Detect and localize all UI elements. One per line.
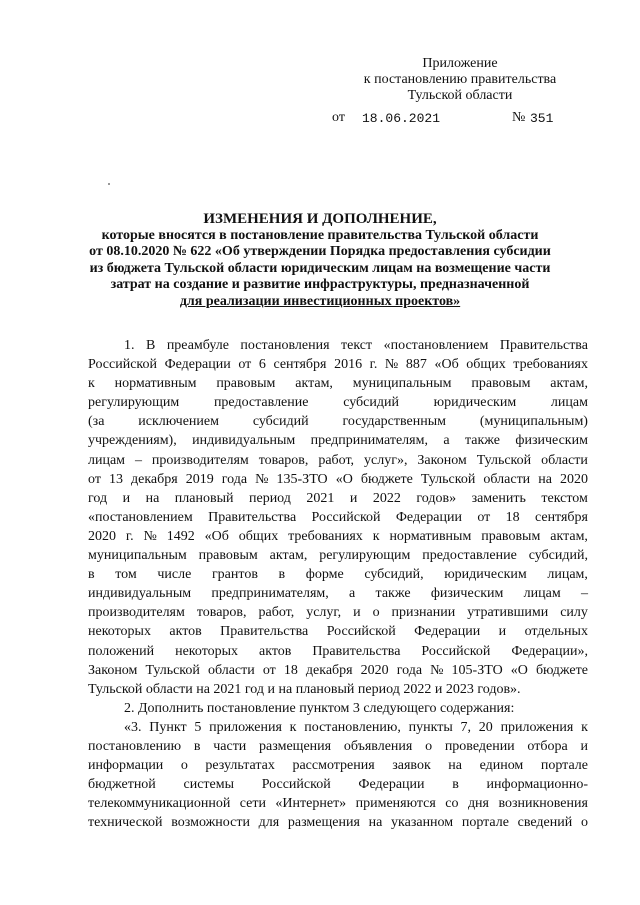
body-word: 2. Дополнить постановление пунктом 3 следующего содержания: [124, 700, 515, 716]
body-line [88, 622, 588, 641]
body-word: 2020 [88, 528, 116, 544]
body-word: предоставление [422, 548, 517, 564]
body-word: Правительства [220, 624, 309, 640]
body-word: приложения [209, 719, 282, 735]
body-word: от [262, 662, 276, 678]
body-word: и [122, 490, 131, 506]
body-word: портале [461, 815, 509, 831]
body-word: требованиях [513, 357, 588, 373]
body-line [88, 412, 588, 431]
body-word: юридическим [433, 395, 517, 411]
body-word: лицам [550, 395, 588, 411]
body-line [88, 374, 588, 393]
body-word: общих [466, 357, 506, 373]
body-word: индивидуальным [192, 433, 296, 449]
body-word: сентября [273, 357, 327, 373]
body-line [88, 718, 588, 737]
body-word: правовым [481, 528, 541, 544]
body-line [88, 756, 588, 775]
body-word: товаров, [196, 605, 247, 621]
body-word: актам, [295, 376, 333, 392]
body-word: Российской [311, 509, 381, 525]
body-word: том [115, 567, 137, 583]
body-word: и [349, 490, 358, 506]
body-word: услуг», [364, 452, 408, 468]
body-word: 6 [258, 357, 266, 373]
body-word: 2016 [334, 357, 363, 373]
body-word: на [145, 490, 160, 506]
body-line [88, 527, 588, 546]
body-line [88, 489, 588, 508]
body-word: «О [335, 471, 353, 487]
body-word: Российской [261, 777, 331, 793]
body-line [88, 336, 588, 355]
body-word: Тульской [145, 662, 200, 678]
body-word: на [368, 815, 383, 831]
body-line [88, 680, 588, 699]
document-body [88, 336, 588, 832]
appendix-block [330, 56, 590, 104]
body-word: некоторых [88, 624, 151, 640]
body-word: и [580, 738, 588, 754]
body-word: лицам, [547, 567, 588, 583]
body-word: рассмотрения [292, 758, 375, 774]
body-word: от [238, 357, 252, 373]
body-word: о [180, 758, 188, 774]
body-word: «О [510, 662, 528, 678]
body-word: о [372, 605, 380, 621]
body-word: бюджете [535, 662, 588, 678]
body-word: 135-ЗТО [276, 471, 328, 487]
body-word: 18 [283, 662, 298, 678]
body-word: требованиях [288, 528, 363, 544]
body-word: 2020 [360, 662, 389, 678]
body-word: размещения [259, 738, 332, 754]
body-word: субсидий [252, 414, 309, 430]
body-word: услуг, [306, 605, 342, 621]
body-word: муниципальным [88, 548, 187, 564]
body-word: субсидий, [528, 548, 588, 564]
body-line [88, 603, 588, 622]
body-word: в [193, 738, 201, 754]
body-word: системы [183, 777, 235, 793]
body-word: Российской [88, 357, 157, 373]
body-word: технической [88, 815, 163, 831]
body-word: № [384, 357, 399, 373]
body-word: и [498, 624, 507, 640]
body-word: от [477, 509, 491, 525]
body-line [88, 642, 588, 661]
body-word: текст [341, 338, 373, 353]
body-word: учреждениям), [88, 433, 177, 449]
body-word: 2021 [306, 490, 335, 506]
body-word: Законом [88, 662, 138, 678]
body-word: постановлению [88, 738, 182, 754]
title-line: затрат на создание и развитие инфраструктуры, предназначенной [110, 277, 530, 292]
body-word: области [541, 452, 588, 468]
body-word: актам, [550, 376, 588, 392]
body-word: 2020 [559, 471, 588, 487]
body-word: «Об [434, 357, 459, 373]
body-word: Федерации [358, 777, 425, 793]
body-word: также [375, 586, 411, 602]
body-word: телекоммуникационной [88, 796, 231, 812]
body-word: дня [467, 796, 489, 812]
body-word: актов [258, 643, 292, 659]
body-word: исключением [138, 414, 219, 430]
body-word: 1492 [166, 528, 195, 544]
body-line [88, 508, 588, 527]
body-word: «3. [124, 719, 142, 735]
body-word: плановый [174, 490, 234, 506]
appendix-line: Приложение [422, 56, 498, 71]
body-word: к [581, 719, 588, 735]
body-word: на [448, 758, 463, 774]
body-word: период [248, 490, 291, 506]
body-word: предпринимателям, [211, 586, 329, 602]
body-word: юридическим [444, 567, 527, 583]
body-word: постановлению, [304, 719, 401, 735]
body-word: муниципальным [352, 376, 452, 392]
body-word: 7, [460, 719, 472, 735]
body-word: Правительства [208, 509, 297, 525]
body-word: проведении [444, 738, 515, 754]
body-word: Тульской [476, 452, 532, 468]
body-word: текстом [541, 490, 588, 506]
body-word: (за [88, 414, 105, 430]
body-word: возможности [171, 815, 250, 831]
body-word: к [289, 719, 297, 735]
body-word: к [88, 376, 95, 392]
body-word: Российской [326, 624, 396, 640]
title-line: от 08.10.2020 № 622 «Об утверждении Порядка предоставления субсидии [89, 244, 551, 259]
body-word: приложения [500, 719, 574, 735]
body-word: актам, [550, 528, 588, 544]
body-word: субсидий [343, 395, 399, 411]
date-prefix: от [332, 110, 345, 125]
body-word: форме [305, 567, 344, 583]
body-word: регулирующим [319, 548, 411, 564]
body-word: предоставление [213, 395, 309, 411]
body-word: правовым [216, 376, 276, 392]
body-word: возникновения [498, 796, 588, 812]
scan-speck [108, 183, 110, 185]
body-word: нормативным [389, 528, 472, 544]
body-line [88, 393, 588, 412]
body-line [88, 470, 588, 489]
body-line [88, 355, 588, 374]
body-line [88, 565, 588, 584]
body-word: применяются [355, 796, 436, 812]
body-word: числе [157, 567, 192, 583]
body-word: отбора [527, 738, 568, 754]
body-word: субсидий, [364, 567, 424, 583]
body-word: – [134, 452, 142, 468]
body-word: от [88, 471, 101, 487]
body-word: заменить [471, 490, 526, 506]
body-word: актов [169, 624, 202, 640]
body-word: государственным [342, 414, 447, 430]
body-word: грантов [211, 567, 258, 583]
body-word: товаров, [258, 452, 309, 468]
body-word: 20 [478, 719, 493, 735]
number-prefix: № [512, 110, 526, 125]
body-word: а [443, 433, 450, 449]
body-line [88, 451, 588, 470]
body-line [88, 813, 588, 832]
body-word: едином [479, 758, 524, 774]
body-word: Федерации [395, 509, 462, 525]
body-word: к [372, 528, 380, 544]
body-word: В [145, 338, 156, 353]
body-word: № [430, 662, 444, 678]
body-line [88, 661, 588, 680]
body-word: 1. [124, 338, 135, 353]
body-word: сведений [517, 815, 573, 831]
appendix-line: к постановлению правительства [363, 72, 557, 87]
body-word: правовым [198, 548, 258, 564]
title-heading: ИЗМЕНЕНИЯ И ДОПОЛНЕНИЕ, [203, 211, 437, 227]
body-word: (муниципальным) [479, 414, 588, 430]
body-line [88, 546, 588, 565]
document-date: 18.06.2021 [362, 111, 441, 126]
body-word: о [425, 738, 433, 754]
body-word: Российской [421, 643, 491, 659]
body-word: предпринимателям, [310, 433, 428, 449]
body-word: пункты [408, 719, 453, 735]
body-word: лицам [523, 586, 561, 602]
body-word: утратившими [467, 605, 549, 621]
body-word: бюджете [360, 471, 413, 487]
body-word: Федерации», [511, 643, 588, 659]
body-word: отдельных [524, 624, 588, 640]
body-word: положений [88, 643, 155, 659]
body-word: правовым [471, 376, 531, 392]
body-word: работ, [258, 605, 295, 621]
body-word: год [88, 490, 108, 506]
body-word: заявок [392, 758, 431, 774]
body-word: указанном [391, 815, 454, 831]
body-word: признании [391, 605, 456, 621]
body-word: части [213, 738, 247, 754]
body-word: «постановлением [88, 509, 193, 525]
body-word: 13 [108, 471, 123, 487]
body-word: сети [239, 796, 266, 812]
body-word: объявления [343, 738, 413, 754]
body-word: № [255, 471, 269, 487]
body-word: декабря [131, 471, 178, 487]
body-word: «постановлением [383, 338, 489, 353]
body-word: 2019 [185, 471, 214, 487]
body-word: 2022 [372, 490, 401, 506]
body-word: работ, [318, 452, 355, 468]
body-word: годов» [416, 490, 457, 506]
appendix-line: Тульской области [407, 88, 513, 103]
body-word: 105-ЗТО [451, 662, 503, 678]
body-word: сентября [534, 509, 588, 525]
body-word: нормативным [114, 376, 197, 392]
body-word: также [464, 433, 500, 449]
title-line: которые вносятся в постановление правительства Тульской области [101, 227, 539, 243]
body-word: декабря [305, 662, 353, 678]
body-line [88, 775, 588, 794]
title-line: из бюджета Тульской области юридическим лицам на возмещение части [89, 260, 551, 276]
body-word: о [580, 815, 588, 831]
body-word: 18 [505, 509, 520, 525]
body-word: физическим [430, 586, 504, 602]
body-word: 887 [405, 357, 427, 373]
body-word: года [221, 471, 248, 487]
body-word: для [258, 815, 280, 831]
body-word: информационно- [486, 777, 588, 793]
body-word: а [349, 586, 356, 602]
body-word: г. [125, 528, 134, 544]
body-word: результатах [205, 758, 275, 774]
title-line: для реализации инвестиционных проектов» [179, 293, 461, 309]
body-word: Пункт [149, 719, 187, 735]
document-title [80, 211, 560, 310]
body-word: «Об [204, 528, 229, 544]
body-word: в [452, 777, 459, 793]
body-word: портале [540, 758, 588, 774]
body-word: регулирующим [88, 395, 180, 411]
body-word: Законом [417, 452, 467, 468]
body-word: г. [369, 357, 378, 373]
body-word: и [353, 605, 361, 621]
body-word: в [278, 567, 286, 583]
body-word: области [483, 471, 531, 487]
body-word: производителям [88, 605, 185, 621]
body-word: физическим [515, 433, 588, 449]
body-word: Тульской области на 2021 год и на плановый период 2022 и 2023 годов». [88, 681, 521, 697]
body-word: на [538, 471, 552, 487]
body-word: информации [88, 758, 164, 774]
body-line [88, 794, 588, 813]
body-word: со [445, 796, 459, 812]
body-word: общих [238, 528, 279, 544]
body-word: области [207, 662, 255, 678]
body-word: Федерации [414, 624, 481, 640]
body-line [88, 431, 588, 450]
body-word: – [581, 586, 588, 602]
body-word: Правительства [312, 643, 401, 659]
body-word: производителям [151, 452, 249, 468]
body-word: в [88, 567, 95, 583]
body-word: постановления [240, 338, 330, 353]
body-word: некоторых [175, 643, 239, 659]
body-word: «Интернет» [275, 796, 347, 812]
body-line [88, 699, 588, 718]
document-number: 351 [530, 111, 554, 126]
body-word: индивидуальным [88, 586, 192, 602]
body-word: бюджетной [88, 777, 156, 793]
body-word: 5 [194, 719, 202, 735]
body-line [88, 584, 588, 603]
body-word: Федерации [164, 357, 231, 373]
body-word: года [396, 662, 423, 678]
body-word: Тульской [420, 471, 476, 487]
body-word: № [143, 528, 157, 544]
body-word: Правительства [499, 338, 588, 353]
body-word: лицам [88, 452, 126, 468]
body-word: актам, [269, 548, 308, 564]
body-word: силу [560, 605, 588, 621]
body-line [88, 737, 588, 756]
body-word: преамбуле [166, 338, 229, 353]
body-word: размещения [287, 815, 360, 831]
